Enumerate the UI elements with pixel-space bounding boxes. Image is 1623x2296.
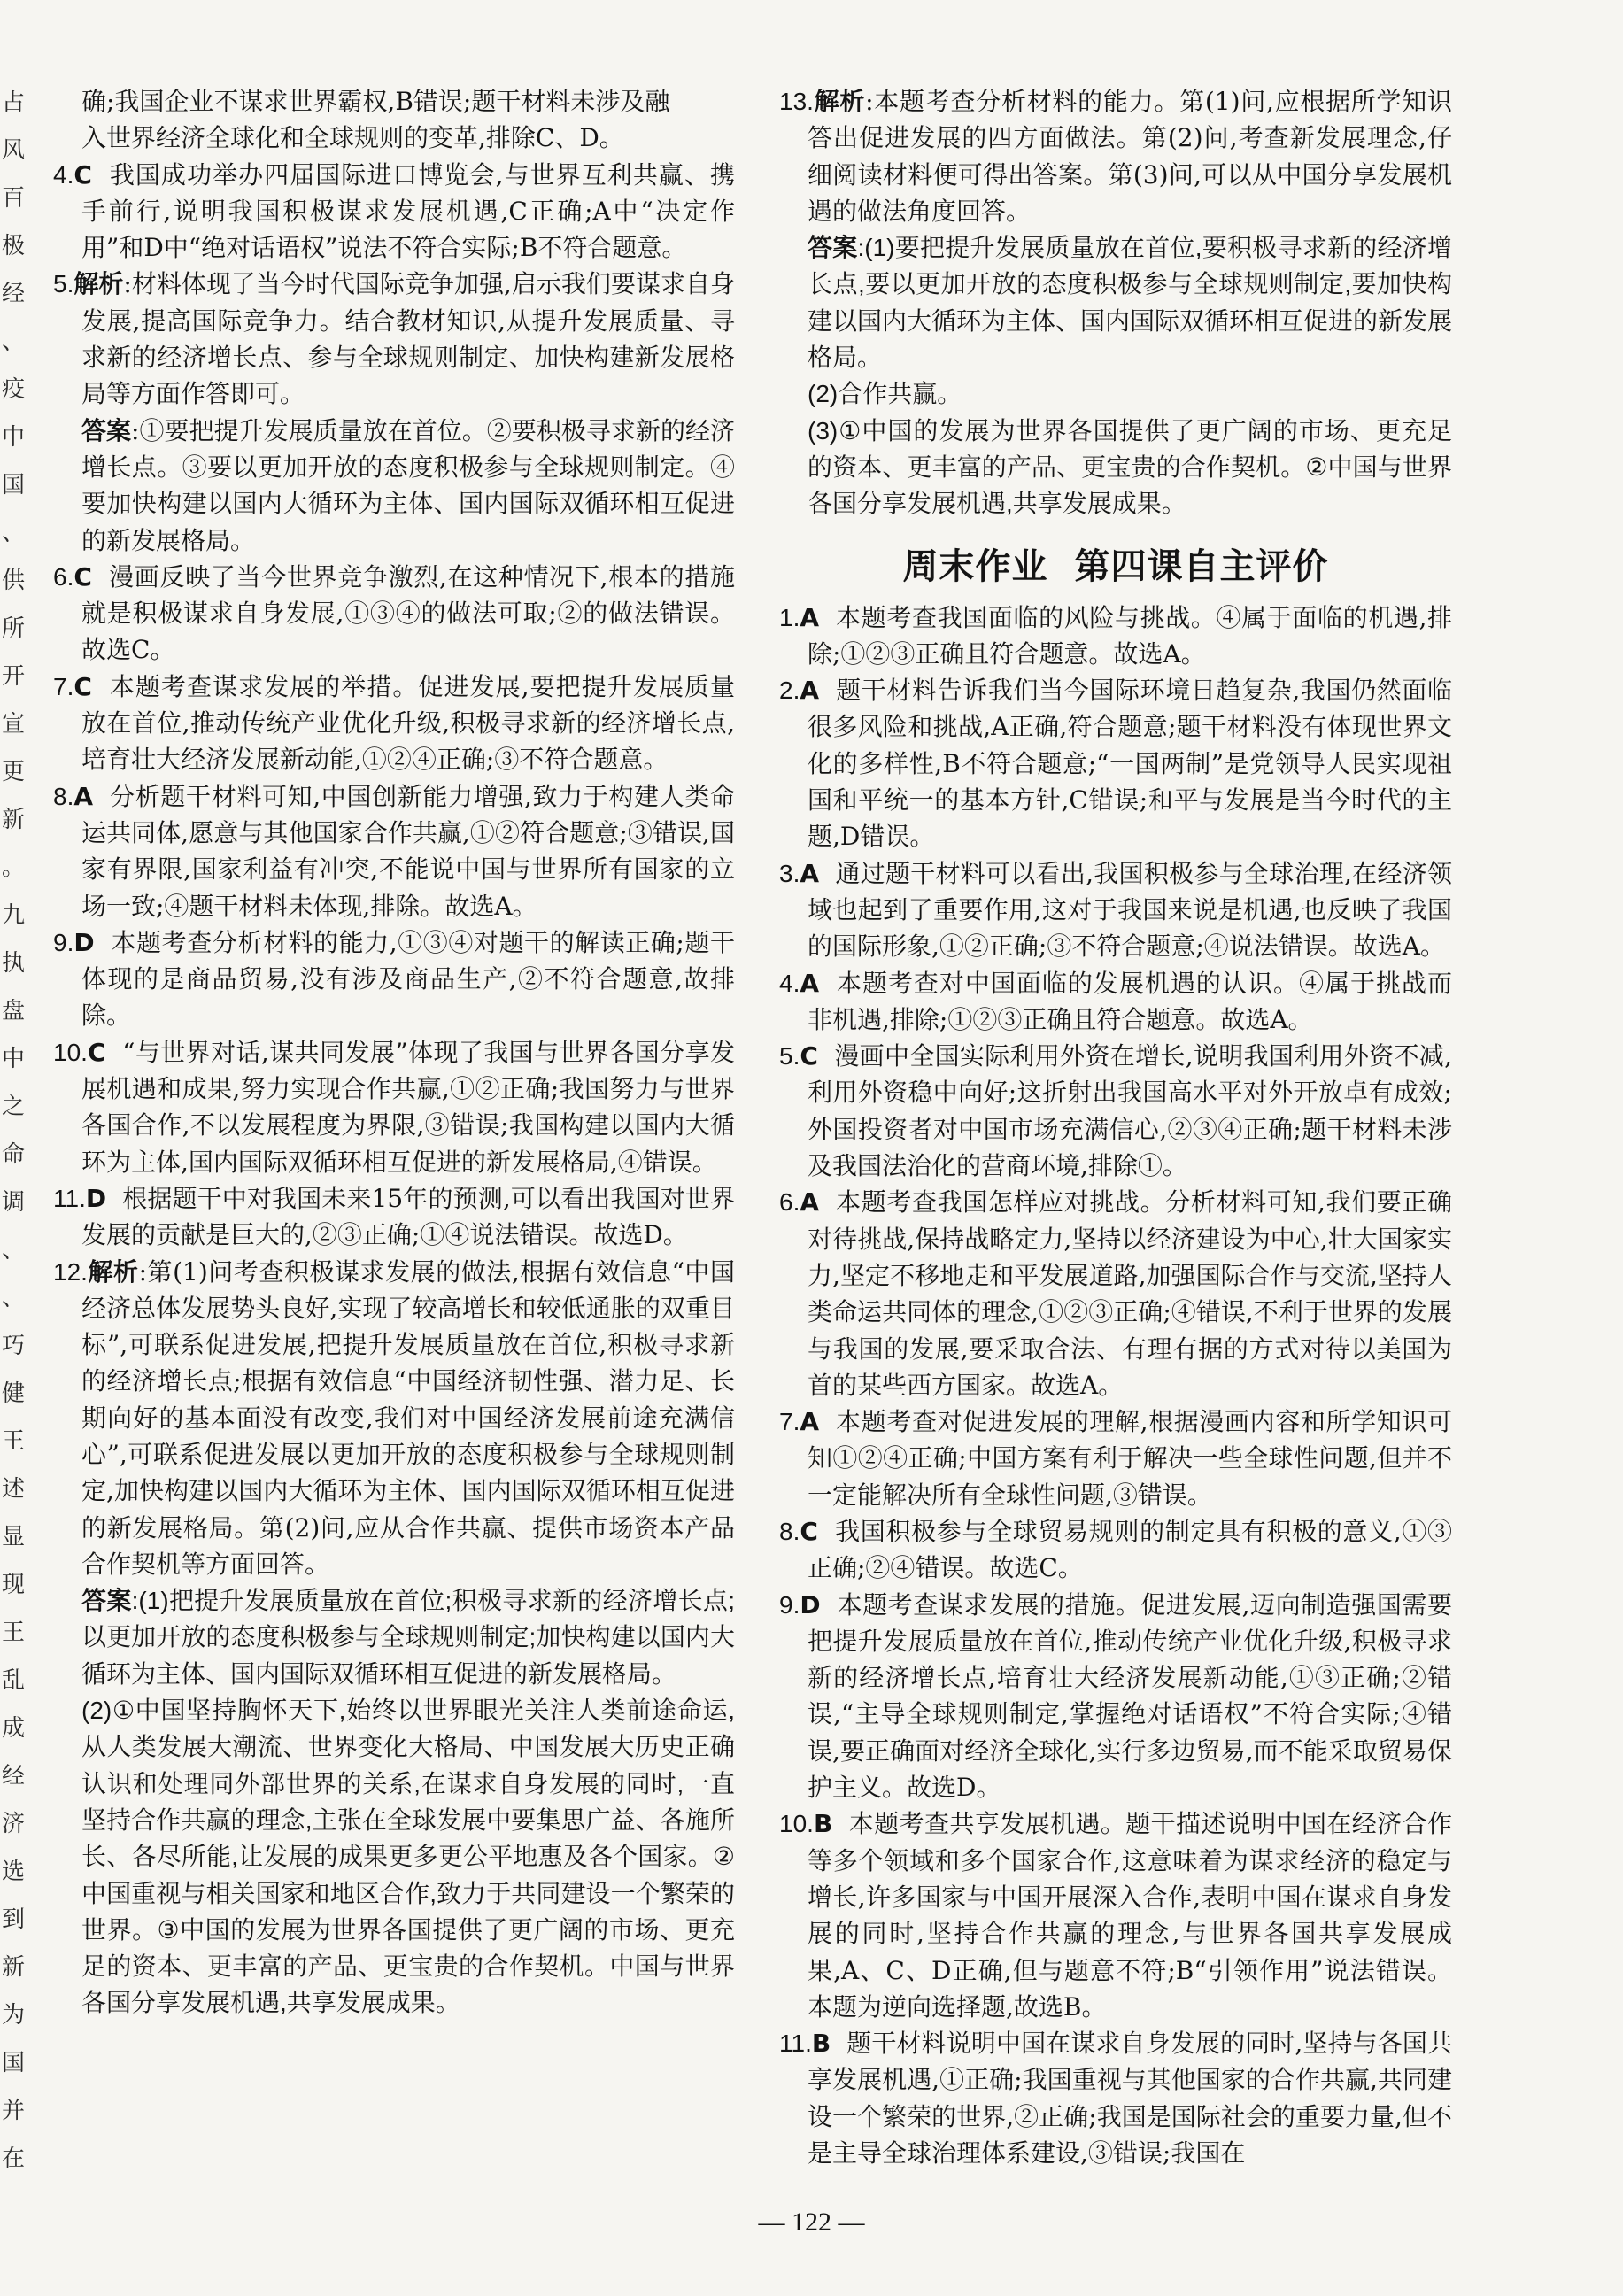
edge-char: 巧: [2, 1333, 26, 1359]
edge-char: 述: [2, 1476, 26, 1503]
edge-char: 盘: [2, 998, 26, 1024]
edge-char: 选: [2, 1859, 26, 1885]
edge-char: 占: [2, 89, 26, 116]
answer-item-12-answer: 答案:(1)把提升发展质量放在首位;积极寻求新的经济增长点;以更加开放的态度积极参与全球规则制定;加快构建以国内大循环为主体、国内国际双循环相互促进的新发展格局。: [81, 1586, 735, 1688]
review-item-6: 6.A 本题考查我国怎样应对挑战。分析材料可知,我们要正确对待挑战,保持战略定力,坚持以经济建设为中心,壮大国家实力,坚定不移地走和平发展道路,加强国际合作与交流,坚持人类命运共同体的理念,①②③正确;④错误,不利于世界的发展与我国的发展,要采取合法、有理有据的方式对待以美国为首的某些西方国家。故选A。: [779, 1187, 1452, 1400]
answer-item-13-answer-part2: (2)合作共赢。: [808, 380, 962, 408]
answer-item-9: 9.D 本题考查分析材料的能力,①③④对题干的解读正确;题干体现的是商品贸易,没有涉及商品生产,②不符合题意,故排除。: [53, 927, 735, 1031]
edge-char: 更: [2, 759, 26, 785]
review-item-11: 11.B 题干材料说明中国在谋求自身发展的同时,坚持与各国共享发展机遇,①正确;我国重视与其他国家的合作共赢,共同建设一个繁荣的世界,②正确;我国是国际社会的重要力量,但不是主导全球治理体系建设,③错误;我国在: [779, 2029, 1452, 2168]
edge-char: 王: [2, 1428, 26, 1455]
edge-char: 九: [2, 902, 26, 929]
edge-char: 极: [2, 233, 26, 259]
edge-char: 、: [2, 1285, 26, 1311]
edge-char: 命: [2, 1141, 26, 1168]
page-number: — 122 —: [758, 2207, 865, 2237]
edge-char: 供: [2, 568, 26, 594]
left-column: [53, 83, 735, 2022]
edge-char: 执: [2, 950, 26, 977]
review-item-9: 9.D 本题考查谋求发展的措施。促进发展,迈向制造强国需要把提升发展质量放在首位,推动传统产业优化升级,积极寻求新的经济增长点,培育壮大经济发展新动能,①③正确;②错误,“主导全球规则制定,掌握绝对话语权”不符合实际;④错误,要正确面对经济全球化,实行多边贸易,而不能采取贸易保护主义。故选D。: [779, 1589, 1452, 1803]
edge-char: 疫: [2, 376, 26, 403]
answer-item-5-answer: 答案:①要把提升发展质量放在首位。②要积极寻求新的经济增长点。③要以更加开放的态度积极参与全球规则制定。④要加快构建以国内大循环为主体、国内国际双循环相互促进的新发展格局。: [81, 415, 735, 555]
edge-char: 成: [2, 1715, 26, 1742]
review-item-2: 2.A 题干材料告诉我们当今国际环境日趋复杂,我国仍然面临很多风险和挑战,A正确,符合题意;题干材料没有体现世界文化的多样性,B不符合题意;“一国两制”是党领导人民实现祖国和平统一的基本方针,C错误;和平与发展是当今时代的主题,D错误。: [779, 676, 1452, 852]
answer-item-11: 11.D 根据题干中对我国未来15年的预测,可以看出我国对世界发展的贡献是巨大的,②③正确;①④说法错误。故选D。: [53, 1183, 735, 1250]
edge-char: 经: [2, 1763, 26, 1790]
edge-char: 国: [2, 472, 26, 499]
edge-char: 在: [2, 2145, 26, 2172]
edge-char: 所: [2, 615, 26, 642]
edge-char: 开: [2, 663, 26, 690]
answer-item-7: 7.C 本题考查谋求发展的举措。促进发展,要把提升发展质量放在首位,推动传统产业优化升级,积极寻求新的经济增长点,培育壮大经济发展新动能,①②④正确;③不符合题意。: [53, 671, 735, 775]
edge-char: 显: [2, 1524, 26, 1550]
intro-line-1: 确;我国企业不谋求世界霸权,B错误;题干材料未涉及融: [81, 87, 670, 116]
edge-char: 经: [2, 281, 26, 307]
edge-char: 国: [2, 2050, 26, 2076]
answer-item-6: 6.C 漫画反映了当今世界竞争激烈,在这种情况下,根本的措施就是积极谋求自身发展,①③④的做法可取;②的做法错误。故选C。: [53, 561, 735, 665]
answer-item-8: 8.A 分析题干材料可知,中国创新能力增强,致力于构建人类命运共同体,愿意与其他国家合作共赢,①②符合题意;③错误,国家有界限,国家利益有冲突,不能说中国与世界所有国家的立场一致;④题干材料未体现,排除。故选A。: [53, 781, 735, 921]
answer-item-13-answer-part3: (3)①中国的发展为世界各国提供了更广阔的市场、更充足的资本、更丰富的产品、更宝贵的合作契机。②中国与世界各国分享发展机遇,共享发展成果。: [808, 416, 1452, 518]
edge-char: 、: [2, 329, 26, 355]
edge-char: 之: [2, 1094, 26, 1120]
edge-char: 济: [2, 1811, 26, 1837]
section-heading: 周末作业 第四课自主评价: [902, 545, 1329, 587]
review-item-10: 10.B 本题考查共享发展机遇。题干描述说明中国在经济合作等多个领域和多个国家合作,这意味着为谋求经济的稳定与增长,许多国家与中国开展深入合作,表明中国在谋求自身发展的同时,坚持合作共赢的理念,与世界各国共享发展成果,A、C、D正确,但与题意不符;B“引领作用”说法错误。本题为逆向选择题,故选B。: [779, 1809, 1452, 2022]
edge-char: 、: [2, 1237, 26, 1264]
edge-char: 现: [2, 1572, 26, 1598]
edge-char: 百: [2, 185, 26, 212]
review-item-3: 3.A 通过题干材料可以看出,我国积极参与全球治理,在经济领域也起到了重要作用,这对于我国来说是机遇,也反映了我国的国际形象,①②正确;③不符合题意;④说法错误。故选A。: [779, 858, 1452, 962]
edge-char: 新: [2, 807, 26, 833]
edge-char: 为: [2, 2002, 26, 2029]
edge-char: 健: [2, 1380, 26, 1407]
edge-char: 。: [2, 854, 26, 881]
answer-item-10: 10.C “与世界对话,谋共同发展”体现了我国与世界各国分享发展机遇和成果,努力实现合作共赢,①②正确;我国努力与世界各国合作,不以发展程度为界限,③错误;我国构建以国内大循环为主体,国内国际双循环相互促进的新发展格局,④错误。: [53, 1037, 735, 1177]
edge-char: 中: [2, 1046, 26, 1072]
edge-char: 王: [2, 1620, 26, 1646]
answer-item-5: 5.解析:材料体现了当今时代国际竞争加强,启示我们要谋求自身发展,提高国际竞争力。结合教材知识,从提升发展质量、寻求新的经济增长点、参与全球规则制定、加快构建新发展格局等方面作答即可。: [53, 269, 735, 409]
answer-item-13: 13.解析:本题考查分析材料的能力。第(1)问,应根据所学知识答出促进发展的四方面做法。第(2)问,考查新发展理念,仔细阅读材料便可得出答案。第(3)问,可以从中国分享发展机遇的做法角度回答。: [779, 87, 1452, 226]
answer-item-4: 4.C 我国成功举办四届国际进口博览会,与世界互利共赢、携手前行,说明我国积极谋求发展机遇,C正确;A中“决定作用”和D中“绝对话语权”说法不符合实际;B不符合题意。: [53, 159, 735, 263]
review-item-4: 4.A 本题考查对中国面临的发展机遇的认识。④属于挑战而非机遇,排除;①②③正确且符合题意。故选A。: [779, 968, 1452, 1034]
edge-char: 调: [2, 1189, 26, 1216]
left-edge-cropped-text: [0, 84, 27, 2209]
review-item-7: 7.A 本题考查对促进发展的理解,根据漫画内容和所学知识可知①②④正确;中国方案有利于解决一些全球性问题,但并不一定能解决所有全球性问题,③错误。: [779, 1407, 1452, 1510]
edge-char: 并: [2, 2098, 26, 2124]
edge-char: 宣: [2, 711, 26, 738]
edge-char: 新: [2, 1954, 26, 1981]
review-item-5: 5.C 漫画中全国实际利用外资在增长,说明我国利用外资不减,利用外资稳中向好;这折射出我国高水平对外开放卓有成效;外国投资者对中国市场充满信心,②③④正确;题干材料未涉及我国法治化的营商环境,排除①。: [779, 1041, 1452, 1181]
answer-item-12-answer-part2: (2)①中国坚持胸怀天下,始终以世界眼光关注人类前途命运,从人类发展大潮流、世界变化大格局、中国发展大历史正确认识和处理同外部世界的关系,在谋求自身发展的同时,一直坚持合作共赢的理念,主张在全球发展中要集思广益、各施所长、各尽所能,让发展的成果更多更公平地惠及各个国家。②中国重视与相关国家和地区合作,致力于共同建设一个繁荣的世界。③中国的发展为世界各国提供了更广阔的市场、更充足的资本、更丰富的产品、更宝贵的合作契机。中国与世界各国分享发展机遇,共享发展成果。: [81, 1697, 735, 2017]
review-item-8: 8.C 我国积极参与全球贸易规则的制定具有积极的意义,①③正确;②④错误。故选C。: [779, 1516, 1452, 1583]
edge-char: 中: [2, 424, 26, 451]
edge-char: 乱: [2, 1667, 26, 1694]
review-item-1: 1.A 本题考查我国面临的风险与挑战。④属于面临的机遇,排除;①②③正确且符合题意。故选A。: [779, 602, 1452, 669]
answer-item-13-answer: 答案:(1)要把提升发展质量放在首位,要积极寻求新的经济增长点,要以更加开放的态度积极参与全球规则制定,要加快构建以国内大循环为主体、国内国际双循环相互促进的新发展格局。: [808, 233, 1453, 372]
right-column: [779, 83, 1452, 2171]
edge-char: 风: [2, 137, 26, 164]
answer-item-12: 12.解析:第(1)问考查积极谋求发展的做法,根据有效信息“中国经济总体发展势头良好,实现了较高增长和较低通胀的双重目标”,可联系促进发展,把提升发展质量放在首位,积极寻求新的经济增长点;根据有效信息“中国经济韧性强、潜力足、长期向好的基本面没有改变,我们对中国经济发展前途充满信心”,可联系促进发展以更加开放的态度积极参与全球规则制定,加快构建以国内大循环为主体、国内国际双循环相互促进的新发展格局。第(2)问,应从合作共赢、提供市场资本产品合作契机等方面回答。: [53, 1256, 735, 1579]
edge-char: 到: [2, 1906, 26, 1933]
edge-char: 、: [2, 520, 26, 546]
intro-line-2: 入世界经济全球化和全球规则的变革,排除C、D。: [81, 123, 624, 153]
